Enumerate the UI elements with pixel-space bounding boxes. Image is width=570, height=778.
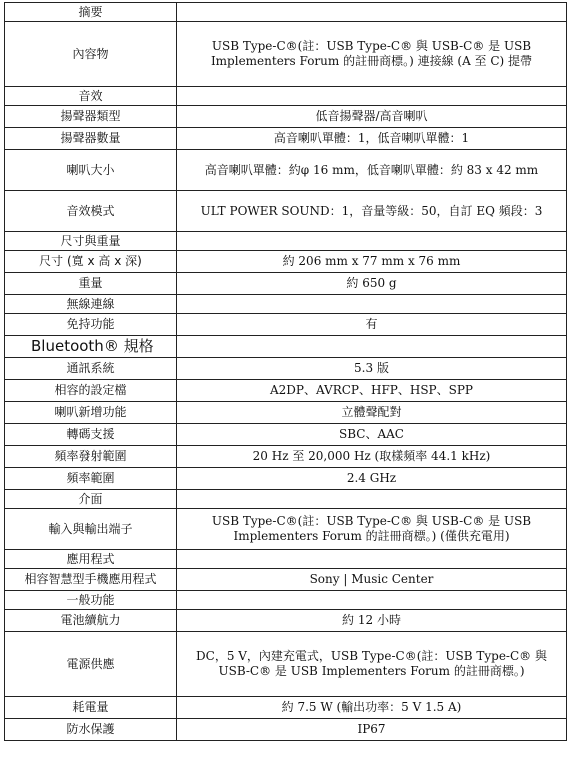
spec-value: USB Type-C®(註：USB Type-C® 與 USB-C® 是 USB Implementers Forum 的註冊商標。) 連接線 (A 至 C) 提帶: [177, 22, 567, 87]
section-value: [177, 490, 567, 509]
spec-label: 揚聲器類型: [5, 106, 177, 128]
section-label: 摘要: [5, 3, 177, 22]
spec-value: IP67: [177, 719, 567, 741]
spec-label: 相容的設定檔: [5, 380, 177, 402]
spec-value: 約 650 g: [177, 273, 567, 295]
section-value: [177, 295, 567, 314]
section-row-wireless: [5, 295, 567, 314]
section-label: Bluetooth® 規格: [5, 336, 177, 358]
spec-value: ULT POWER SOUND：1，音量等級：50，自訂 EQ 頻段：3: [177, 191, 567, 232]
spec-label: 轉碼支援: [5, 424, 177, 446]
spec-label: 揚聲器數量: [5, 128, 177, 150]
spec-label: 頻率範圍: [5, 468, 177, 490]
section-label: 一般功能: [5, 591, 177, 610]
spec-row-profiles: [5, 380, 567, 402]
spec-value: SBC、AAC: [177, 424, 567, 446]
spec-value: 約 12 小時: [177, 610, 567, 632]
section-value: [177, 87, 567, 106]
spec-label: 音效模式: [5, 191, 177, 232]
section-row-summary: [5, 3, 567, 22]
spec-row-io-terminal: [5, 509, 567, 550]
section-value: [177, 336, 567, 358]
spec-label: 重量: [5, 273, 177, 295]
spec-row-transmission-range: [5, 446, 567, 468]
spec-row-speaker-count: [5, 128, 567, 150]
spec-row-frequency-band: [5, 468, 567, 490]
section-label: 音效: [5, 87, 177, 106]
spec-row-speaker-type: [5, 106, 567, 128]
section-row-general: [5, 591, 567, 610]
spec-value: Sony | Music Center: [177, 569, 567, 591]
spec-label: 內容物: [5, 22, 177, 87]
section-row-interface: [5, 490, 567, 509]
spec-row-waterproof: [5, 719, 567, 741]
spec-row-added-function: [5, 402, 567, 424]
spec-label: 尺寸 (寬 x 高 x 深): [5, 251, 177, 273]
spec-row-power-supply: [5, 632, 567, 697]
spec-label: 耗電量: [5, 697, 177, 719]
section-value: [177, 3, 567, 22]
spec-row-weight: [5, 273, 567, 295]
spec-value: 立體聲配對: [177, 402, 567, 424]
spec-label: 防水保護: [5, 719, 177, 741]
spec-value: A2DP、AVRCP、HFP、HSP、SPP: [177, 380, 567, 402]
section-row-dimensions: [5, 232, 567, 251]
spec-value: 高音喇叭單體：約φ 16 mm，低音喇叭單體：約 83 x 42 mm: [177, 150, 567, 191]
spec-row-battery-life: [5, 610, 567, 632]
spec-row-size: [5, 251, 567, 273]
spec-row-codec: [5, 424, 567, 446]
spec-value: USB Type-C®(註：USB Type-C® 與 USB-C® 是 USB Implementers Forum 的註冊商標。) (僅供充電用): [177, 509, 567, 550]
section-value: [177, 591, 567, 610]
section-row-audio: [5, 87, 567, 106]
spec-label: 免持功能: [5, 314, 177, 336]
section-label: 介面: [5, 490, 177, 509]
spec-label: 通訊系統: [5, 358, 177, 380]
spec-value: 約 7.5 W (輸出功率：5 V 1.5 A): [177, 697, 567, 719]
spec-value: 20 Hz 至 20,000 Hz (取樣頻率 44.1 kHz): [177, 446, 567, 468]
spec-row-contents: [5, 22, 567, 87]
spec-label: 喇叭大小: [5, 150, 177, 191]
spec-row-handsfree: [5, 314, 567, 336]
section-label: 無線連線: [5, 295, 177, 314]
spec-label: 相容智慧型手機應用程式: [5, 569, 177, 591]
spec-value: 低音揚聲器/高音喇叭: [177, 106, 567, 128]
spec-value: 高音喇叭單體：1，低音喇叭單體：1: [177, 128, 567, 150]
spec-label: 電池續航力: [5, 610, 177, 632]
spec-value: 有: [177, 314, 567, 336]
section-label: 尺寸與重量: [5, 232, 177, 251]
spec-value: DC，5 V，內建充電式，USB Type-C®(註：USB Type-C® 與 USB-C® 是 USB Implementers Forum 的註冊商標。): [177, 632, 567, 697]
spec-row-sound-mode: [5, 191, 567, 232]
section-row-app: [5, 550, 567, 569]
spec-label: 輸入與輸出端子: [5, 509, 177, 550]
spec-row-speaker-size: [5, 150, 567, 191]
spec-value: 5.3 版: [177, 358, 567, 380]
spec-row-compatible-app: [5, 569, 567, 591]
spec-sheet: [4, 2, 566, 776]
spec-row-power-consumption: [5, 697, 567, 719]
spec-value: 約 206 mm x 77 mm x 76 mm: [177, 251, 567, 273]
section-label: 應用程式: [5, 550, 177, 569]
section-value: [177, 232, 567, 251]
spec-value: 2.4 GHz: [177, 468, 567, 490]
spec-label: 電源供應: [5, 632, 177, 697]
specifications-table: [4, 2, 567, 741]
spec-label: 喇叭新增功能: [5, 402, 177, 424]
section-row-bluetooth: [5, 336, 567, 358]
spec-label: 頻率發射範圍: [5, 446, 177, 468]
section-value: [177, 550, 567, 569]
spec-row-comm-system: [5, 358, 567, 380]
